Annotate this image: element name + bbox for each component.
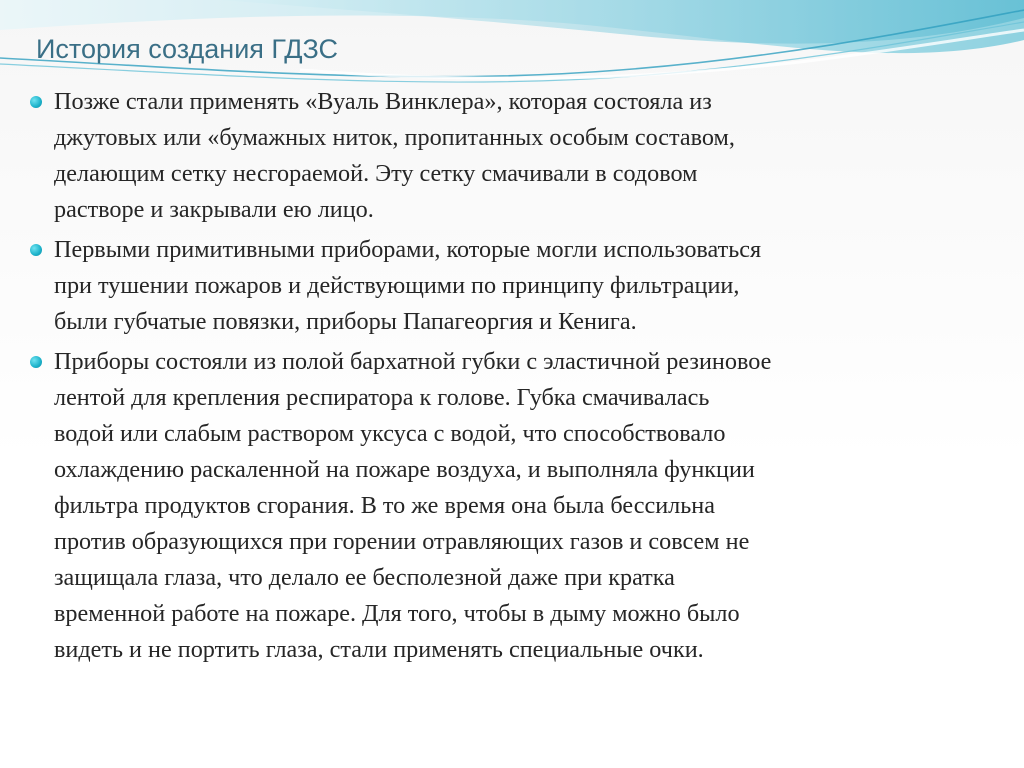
bullet-line: джутовых или «бумажных ниток, пропитанных особым составом, bbox=[54, 124, 735, 151]
bullet-line: фильтра продуктов сгорания. В то же время она была бессильна bbox=[54, 492, 715, 519]
bullet-line: лентой для крепления респиратора к голове. Губка смачивалась bbox=[54, 384, 710, 411]
bullet-line: делающим сетку несгораемой. Эту сетку смачивали в содовом bbox=[54, 160, 698, 187]
slide-title: История создания ГДЗС bbox=[36, 34, 338, 64]
bullet-dot-icon bbox=[30, 356, 42, 368]
bullet-line: растворе и закрывали ею лицо. bbox=[54, 196, 374, 223]
bullet-line: против образующихся при горении отравляющих газов и совсем не bbox=[54, 528, 750, 555]
bullet-item-2 bbox=[30, 232, 1005, 340]
bullet-line: охлаждению раскаленной на пожаре воздуха, и выполняла функции bbox=[54, 456, 755, 483]
bullet-line: видеть и не портить глаза, стали применять специальные очки. bbox=[54, 636, 704, 663]
bullet-line: были губчатые повязки, приборы Папагеоргия и Кенига. bbox=[54, 308, 637, 335]
bullet-line: Первыми примитивными приборами, которые могли использоваться bbox=[54, 236, 762, 263]
bullet-line: водой или слабым раствором уксуса с водой, что способствовало bbox=[54, 420, 726, 447]
bullet-list bbox=[30, 84, 1005, 672]
bullet-line: временной работе на пожаре. Для того, чтобы в дыму можно было bbox=[54, 600, 740, 627]
bullet-line: Приборы состояли из полой бархатной губки с эластичной резиновое bbox=[54, 348, 772, 375]
bullet-line: защищала глаза, что делало ее бесполезной даже при кратка bbox=[54, 564, 675, 591]
bullet-line: Позже стали применять «Вуаль Винклера», которая состояла из bbox=[54, 88, 712, 115]
bullet-line: при тушении пожаров и действующими по принципу фильтрации, bbox=[54, 272, 740, 299]
bullet-item-3 bbox=[30, 344, 1005, 668]
bullet-item-1 bbox=[30, 84, 1005, 228]
bullet-dot-icon bbox=[30, 96, 42, 108]
bullet-dot-icon bbox=[30, 244, 42, 256]
